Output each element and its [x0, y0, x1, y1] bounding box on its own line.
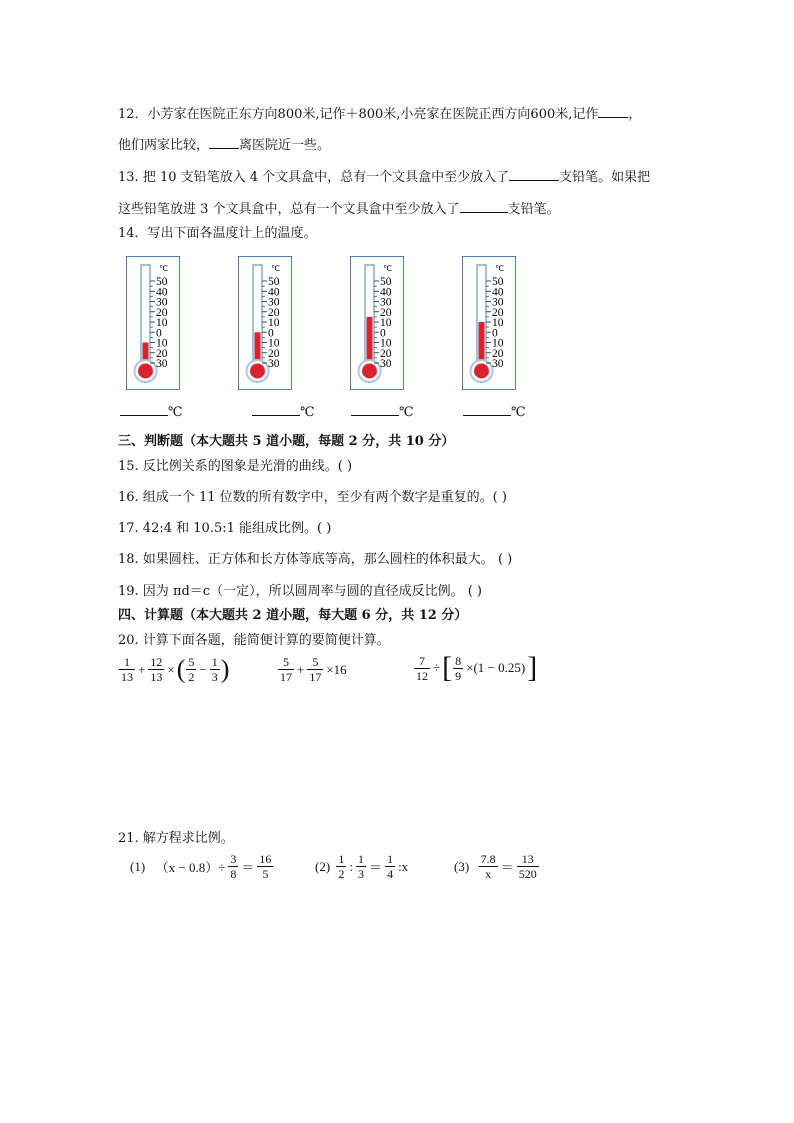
bulb — [474, 364, 489, 379]
scale-label: 20 — [492, 306, 504, 319]
scale-label: 20 — [268, 306, 280, 319]
question-13-line2: 这些铅笔放进 3 个文具盒中，总有一个文具盒中至少放入了 支铅笔。 — [118, 202, 560, 217]
scale-label: 0 — [380, 327, 386, 340]
thermometer-answer-4: ℃ — [463, 403, 526, 420]
scale-label: 30 — [268, 296, 280, 309]
scale-label: 0 — [492, 327, 498, 340]
thermometer-3 — [350, 256, 404, 390]
unit-label: ℃ — [383, 264, 392, 273]
scale-label: 50 — [156, 276, 168, 288]
question-14: 14．写出下面各温度计上的温度。 — [118, 226, 317, 241]
scale-label: 30 — [156, 296, 168, 309]
thermometer-graphic — [239, 257, 291, 389]
question-12-line1: 12．小芳家在医院正东方向800米,记作＋800米,小亮家在医院正西方向600米,记作 ， — [118, 107, 642, 122]
bulb — [250, 364, 265, 379]
scale-label: 50 — [380, 276, 392, 288]
scale-label: 0 — [268, 327, 274, 340]
scale-label: 50 — [492, 276, 504, 288]
scale-label: 10 — [156, 337, 168, 350]
calc-expression-2: $\frac{5}{17}$ + $\frac{5}{17}$ ×16 — [280, 655, 347, 684]
scale-label: 30 — [492, 358, 504, 370]
scale-label: 20 — [380, 306, 392, 319]
scale-label: 10 — [380, 337, 392, 350]
judge-item-19: 19. 因为 πd＝c（一定），所以圆周率与圆的直径成反比例。 ( ) — [118, 584, 482, 599]
question-20: 20. 计算下面各题，能简便计算的要简便计算。 — [118, 633, 390, 648]
scale-label: 50 — [268, 276, 280, 288]
unit-label: ℃ — [495, 264, 504, 273]
thermometer-answer-1: ℃ — [120, 403, 183, 420]
answer-blank[interactable] — [509, 168, 559, 181]
thermometer-answer-3: ℃ — [351, 403, 414, 420]
thermometer-1 — [126, 256, 180, 390]
section-4-title: 四、计算题（本大题共 2 道小题，每大题 6 分，共 12 分） — [118, 608, 468, 623]
scale-label: 30 — [380, 358, 392, 370]
scale-label: 20 — [492, 347, 504, 360]
scale-label: 20 — [380, 347, 392, 360]
unit-label: ℃ — [159, 264, 168, 273]
question-13-line1: 13. 把 10 支铅笔放入 4 个文具盒中，总有一个文具盒中至少放入了 支铅笔。如果把 — [118, 170, 651, 185]
calc-expression-1: $\frac{1}{13}$ + $\frac{12}{13}$ ×( $\frac{5}{2}$ − $\frac{1}{3}$ ) — [121, 654, 230, 684]
bulb — [138, 364, 153, 379]
answer-blank[interactable] — [598, 105, 628, 118]
thermometer-2 — [238, 256, 292, 390]
answer-blank[interactable] — [460, 200, 508, 213]
thermometer-graphic — [463, 257, 515, 389]
scale-label: 0 — [156, 327, 162, 340]
scale-label: 20 — [268, 347, 280, 360]
scale-label: 30 — [268, 358, 280, 370]
scale-label: 10 — [268, 317, 280, 329]
scale-label: 20 — [156, 306, 168, 319]
judge-item-15: 15. 反比例关系的图象是光滑的曲线。( ) — [118, 459, 353, 474]
unit-label: ℃ — [271, 264, 280, 273]
equation-3: (3) $\frac{7.8}{x}$ ＝ $\frac{13}{520}$ — [454, 852, 537, 881]
scale-label: 10 — [492, 317, 504, 329]
thermometer-4 — [462, 256, 516, 390]
scale-label: 40 — [492, 286, 504, 299]
judge-item-18: 18. 如果圆柱、正方体和长方体等底等高，那么圆柱的体积最大。 ( ) — [118, 552, 513, 567]
scale-label: 10 — [156, 317, 168, 329]
scale-label: 30 — [492, 296, 504, 309]
judge-item-16: 16. 组成一个 11 位数的所有数字中，至少有两个数字是重复的。( ) — [118, 490, 507, 505]
scale-label: 40 — [156, 286, 168, 299]
scale-label: 10 — [268, 337, 280, 350]
question-21: 21. 解方程求比例。 — [118, 831, 234, 846]
scale-label: 30 — [156, 358, 168, 370]
scale-label: 10 — [492, 337, 504, 350]
thermometer-answer-2: ℃ — [252, 403, 315, 420]
scale-label: 40 — [380, 286, 392, 299]
section-3-title: 三、判断题（本大题共 5 道小题，每题 2 分，共 10 分） — [118, 434, 455, 449]
thermometer-graphic — [351, 257, 403, 389]
scale-label: 20 — [156, 347, 168, 360]
question-12-line2: 他们两家比较， 离医院近一些。 — [118, 138, 331, 153]
scale-label: 10 — [380, 317, 392, 329]
equation-1: (1) （x − 0.8）÷ $\frac{3}{8}$ ＝ $\frac{16}{5}$ — [130, 852, 272, 881]
answer-blank[interactable] — [209, 136, 239, 149]
thermometer-graphic — [127, 257, 179, 389]
judge-item-17: 17. 42:4 和 10.5:1 能组成比例。( ) — [118, 521, 332, 536]
equation-2: (2) $\frac{1}{2}$ : $\frac{1}{3}$ ＝ $\frac{1}{4}$ :x — [315, 852, 409, 881]
scale-label: 30 — [380, 296, 392, 309]
calc-expression-3: $\frac{7}{12}$ ÷[ $\frac{8}{9}$ ×(1 − 0.25)] — [416, 651, 538, 684]
scale-label: 40 — [268, 286, 280, 299]
bulb — [362, 364, 377, 379]
